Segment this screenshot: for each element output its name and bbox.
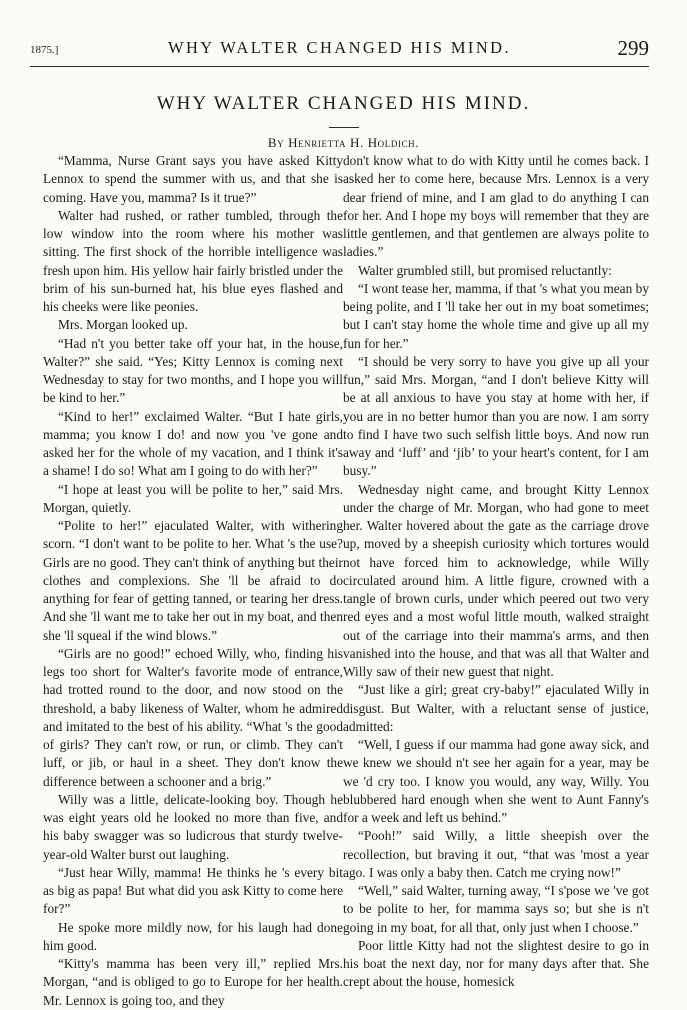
paragraph: “Kitty's mamma has been very ill,” replied Mrs. Morgan, “and is obliged to go to Europe for her health. Mr. Lennox is going too, and they bbox=[43, 956, 343, 1008]
paragraph: Mrs. Morgan looked up. bbox=[58, 317, 188, 333]
paragraph: “I hope at least you will be polite to her,” said Mrs. Morgan, quietly. bbox=[43, 481, 343, 515]
paragraph: “I wont tease her, mamma, if that 's what you mean by being polite, and I 'll take her out in my boat sometimes; but I can't stay home the whole time and give up all my fun for her.” bbox=[343, 280, 649, 351]
paragraph: Wednesday night came, and brought Kitty Lennox under the charge of Mr. Morgan, who had gone to meet her. Walter hovered about the gate as the carriage drove up, moved by a sheepish curiosity which tortures would not have forced him to acknowledge, while Willy circulated around him. A little figure, crowned with a tangle of brown curls, under which peered out two very red eyes and a most woful little mouth, walked straight out of the carriage into their mamma's arms, and then vanished into the house, and that was all that Walter and Willy saw of their new guest that night. bbox=[343, 481, 649, 679]
running-title: WHY WALTER CHANGED HIS MIND. bbox=[168, 38, 511, 57]
paragraph: “Pooh!” said Willy, a little sheepish over the recollection, but braving it out, “that was 'most a year ago. I was only a baby then. Catch me crying now!” bbox=[343, 828, 649, 880]
paragraph: Willy was a little, delicate-looking boy. Though he was eight years old he looked no more than five, and his baby swagger was so ludicrous that sturdy twelve-year-old Walter burst out laughing. bbox=[43, 791, 343, 862]
paragraph: “Well, I guess if our mamma had gone away sick, and we knew we should n't see her again for a year, may be we 'd cry too. I know you would, any way, Willy. You blubbered hard enough when she went to Aunt Fanny's for a week and left us behind.” bbox=[343, 737, 649, 825]
paragraph: “Well,” said Walter, turning away, “I s'pose we 've got to be polite to her, for mamma says so; but she is n't going in my boat, for all that, only just when I choose.” bbox=[343, 883, 649, 935]
paragraph: Walter had rushed, or rather tumbled, through the low window into the room where his mother was sitting. The first shock of the horrible intelligence was fresh upon him. His yellow hair fairly bristled under the brim of his sun-burned hat, his blue eyes flashed and his cheeks were like peonies. bbox=[43, 207, 343, 314]
paragraph: Poor little Kitty had not the slightest desire to go in his boat the next day, nor for many days after that. She crept about the house, homesick bbox=[343, 937, 649, 990]
paragraph: “I should be very sorry to have you give up all your fun,” said Mrs. Morgan, “and I don't believe Kitty will be at all anxious to have you stay at home with her, if you are in no better humor than you are now. I am sorry to find I have two such selfish little boys. And now run away and ‘luff’ and ‘jib’ to your heart's content, for I am busy.” bbox=[343, 353, 649, 479]
paragraph: “Had n't you better take off your hat, in the house, Walter?” she said. “Yes; Kitty Lennox is coming next Wednesday to stay for two months, and I hope you will be kind to her.” bbox=[43, 335, 343, 406]
paragraph: “Just like a girl; great cry-baby!” ejaculated Willy in disgust. But Walter, with a reluctant sense of justice, admitted: bbox=[343, 682, 649, 734]
header-rule bbox=[30, 66, 649, 67]
paragraph: don't know what to do with Kitty until he comes back. I asked her to come here, because Mrs. Lennox is a very dear friend of mine, and I am glad to do anything I can for her. And I hope my boys will remember that they are little gentlemen, and that gentlemen are always polite to ladies.” bbox=[343, 153, 649, 260]
running-head bbox=[30, 36, 649, 60]
left-column bbox=[43, 152, 343, 1010]
paragraph: “Polite to her!” ejaculated Walter, with withering scorn. “I don't want to be polite to her. What 's the use? Girls are no good. They can't think of anything but their clothes and complexions. She 'll be afraid to do anything for fear of getting tanned, or tearing her dress. And she 'll want me to take her out in my boat, and then she 'll squeal if the wind blows.” bbox=[43, 518, 343, 643]
right-column bbox=[343, 152, 649, 992]
issue-year: 1875.] bbox=[30, 44, 59, 56]
article-title: WHY WALTER CHANGED HIS MIND. bbox=[156, 93, 531, 114]
paragraph: “Kind to her!” exclaimed Walter. “But I hate girls, mamma; you know I do! and now you 've gone and asked her for the whole of my vacation, and I think it's a shame! I do so! What am I going to do with her?” bbox=[43, 408, 343, 479]
paragraph: He spoke more mildly now, for his laugh had done him good. bbox=[43, 919, 343, 953]
page-number: 299 bbox=[617, 36, 649, 60]
paragraph: Walter grumbled still, but promised reluctantly: bbox=[358, 262, 612, 278]
title-divider bbox=[329, 127, 359, 128]
byline: By Henrietta H. Holdich. bbox=[267, 135, 420, 150]
paragraph: “Just hear Willy, mamma! He thinks he 's every bit as big as papa! But what did you ask Kitty to come here for?” bbox=[43, 864, 343, 917]
paragraph: “Mamma, Nurse Grant says you have asked Kitty Lennox to spend the summer with us, and that she is coming. Have you, mamma? Is it true?” bbox=[43, 153, 343, 205]
paragraph: “Girls are no good!” echoed Willy, who, finding his legs too short for Walter's favorite mode of entrance, had trotted round to the door, and now stood on the threshold, a baby likeness of Walter, whom he admired and imitated to the best of his ability. “What 's the good of girls? They can't row, or run, or climb. They can't luff, or jib, or haul in a sheet. They don't know the difference between a schooner and a brig.” bbox=[43, 645, 343, 789]
